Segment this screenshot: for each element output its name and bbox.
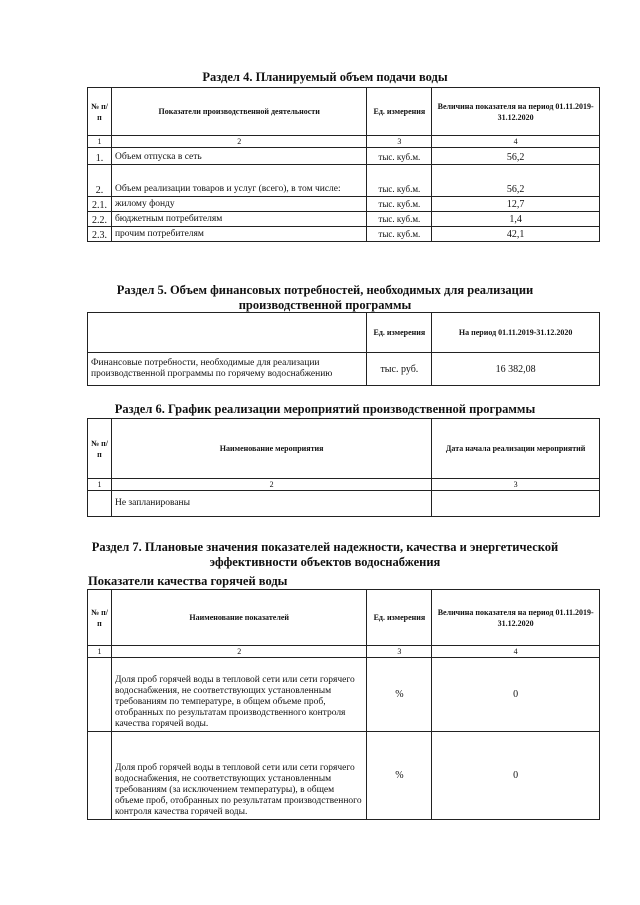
row-number: 2.2. [88, 212, 112, 227]
col-number-2: 2 [111, 136, 366, 148]
row-value: 0 [432, 732, 600, 820]
section5-title [60, 283, 590, 313]
section7-title [60, 540, 590, 570]
col-header-value: Величина показателя на период 01.11.2019-31.12.2020 [432, 88, 600, 136]
row-value: 56,2 [432, 148, 600, 165]
row-unit: тыс. куб.м. [367, 212, 432, 227]
table-row [88, 658, 600, 732]
row-number: 1. [88, 148, 112, 165]
row-number: 2.3. [88, 227, 112, 242]
col-header-period: На период 01.11.2019-31.12.2020 [432, 313, 600, 353]
col-header-unit: Ед. измерения [367, 88, 432, 136]
row-unit: тыс. куб.м. [367, 197, 432, 212]
row-unit: тыс. куб.м. [367, 227, 432, 242]
row-date [432, 491, 600, 517]
col-header-number: № п/п [88, 590, 112, 646]
section7-subtitle: Показатели качества горячей воды [88, 574, 288, 588]
row-name: прочим потребителям [111, 227, 366, 242]
row-value: 16 382,08 [432, 353, 600, 386]
row-number: 2. [88, 165, 112, 197]
row-number: 2.1. [88, 197, 112, 212]
row-value: 1,4 [432, 212, 600, 227]
row-name: Не запланированы [111, 491, 431, 517]
section7-title-line1: Раздел 7. Плановые значения показателей надежности, качества и энергетической [91, 540, 559, 554]
row-name: жилому фонду [111, 197, 366, 212]
row-unit: тыс. руб. [367, 353, 432, 386]
col-header-unit: Ед. измерения [367, 313, 432, 353]
row-name: Доля проб горячей воды в тепловой сети или сети горячего водоснабжения, не соответствующих установленным требованиям (за исключением температуры), в общем объеме проб, отобранных по результатам производственного контроля качества горячей воды. [111, 732, 366, 820]
section7-title-line2: эффективности объектов водоснабжения [209, 555, 441, 569]
table-row [88, 227, 600, 242]
section6-table [87, 418, 600, 517]
col-header-number: № п/п [88, 419, 112, 479]
col-header-value: Величина показателя на период 01.11.2019-31.12.2020 [432, 590, 600, 646]
row-value: 12,7 [432, 197, 600, 212]
table-row [88, 491, 600, 517]
row-value: 56,2 [432, 165, 600, 197]
col-number-2: 2 [111, 646, 366, 658]
col-header-indicator: Показатели производственной деятельности [111, 88, 366, 136]
col-header-start-date: Дата начала реализации мероприятий [432, 419, 600, 479]
col-number-1: 1 [88, 646, 112, 658]
col-header-number: № п/п [88, 88, 112, 136]
table-row [88, 148, 600, 165]
table-row [88, 212, 600, 227]
col-number-2: 2 [111, 479, 431, 491]
col-number-1: 1 [88, 479, 112, 491]
table-row [88, 353, 600, 386]
section5-title-line2: производственной программы [238, 298, 412, 312]
table-row [88, 732, 600, 820]
row-unit: тыс. куб.м. [367, 165, 432, 197]
section4-table [87, 87, 600, 242]
row-unit: % [367, 732, 432, 820]
row-unit: тыс. куб.м. [367, 148, 432, 165]
row-name: Финансовые потребности, необходимые для реализации производственной программы по горячему водоснабжению [88, 353, 367, 386]
row-name: Доля проб горячей воды в тепловой сети или сети горячего водоснабжения, не соответствующих установленным требованиям по температуре, в общем объеме проб, отобранных по результатам производственного контроля качества горячей воды. [111, 658, 366, 732]
row-name: Объем отпуска в сеть [111, 148, 366, 165]
row-name: Объем реализации товаров и услуг (всего), в том числе: [111, 165, 366, 197]
col-number-3: 3 [367, 646, 432, 658]
table-row [88, 197, 600, 212]
row-name: бюджетным потребителям [111, 212, 366, 227]
section4-title: Раздел 4. Планируемый объем подачи воды [202, 70, 448, 84]
col-number-1: 1 [88, 136, 112, 148]
col-number-4: 4 [432, 646, 600, 658]
col-header-blank [88, 313, 367, 353]
section5-title-line1: Раздел 5. Объем финансовых потребностей, необходимых для реализации [116, 283, 534, 297]
table-row [88, 165, 600, 197]
section6-title: Раздел 6. График реализации мероприятий производственной программы [114, 402, 536, 416]
row-number [88, 658, 112, 732]
row-unit: % [367, 658, 432, 732]
section7-table [87, 589, 600, 820]
row-value: 42,1 [432, 227, 600, 242]
col-header-unit: Ед. измерения [367, 590, 432, 646]
row-value: 0 [432, 658, 600, 732]
col-number-3: 3 [367, 136, 432, 148]
row-number [88, 491, 112, 517]
row-number [88, 732, 112, 820]
section5-table [87, 312, 600, 386]
col-number-4: 4 [432, 136, 600, 148]
col-number-3: 3 [432, 479, 600, 491]
col-header-event: Наименование мероприятия [111, 419, 431, 479]
col-header-indicator: Наименование показателей [111, 590, 366, 646]
